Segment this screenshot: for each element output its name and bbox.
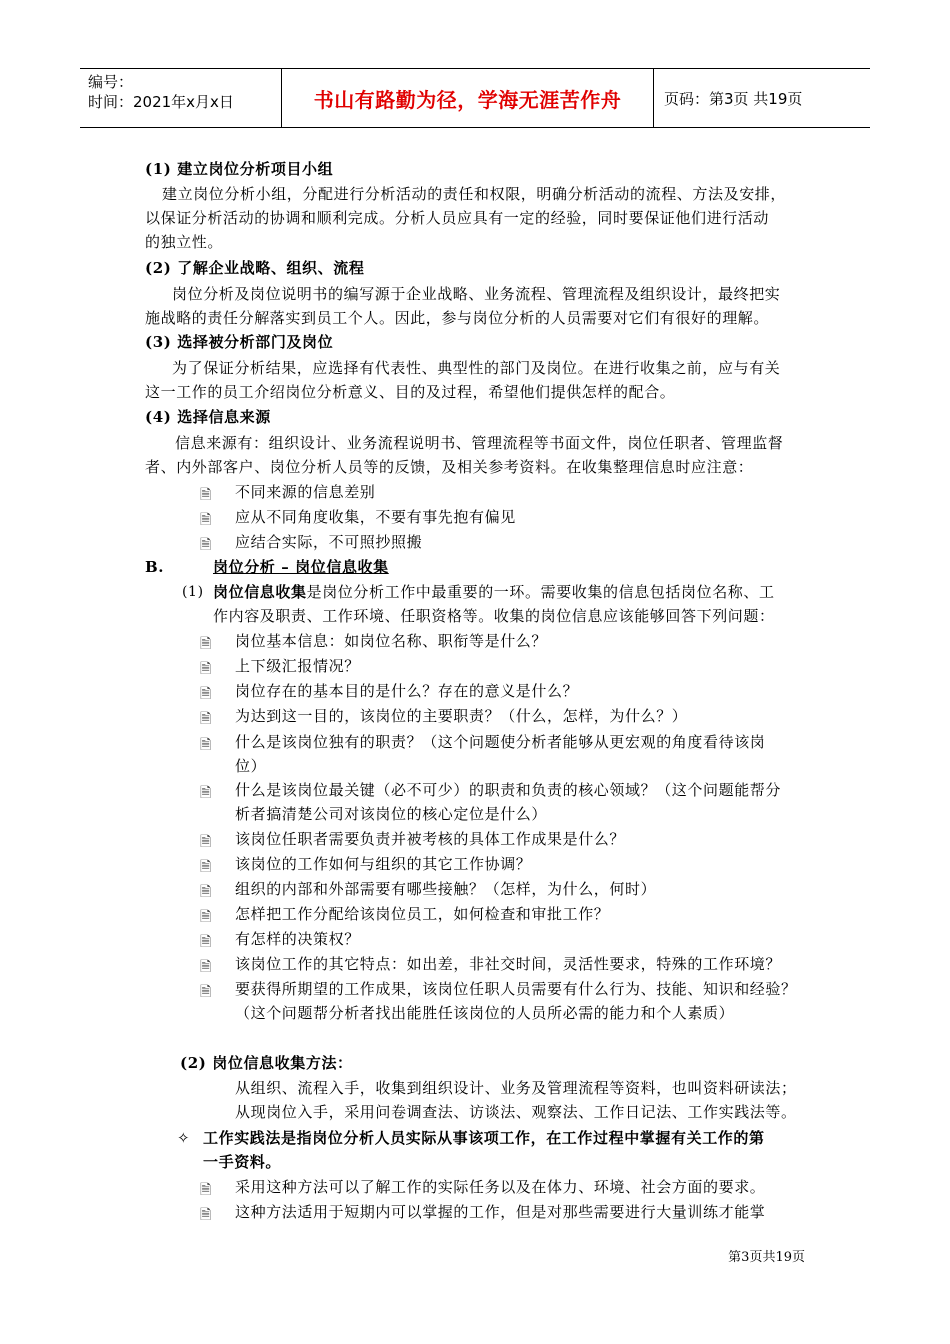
diamond-bullet-icon: ✧	[177, 1129, 191, 1147]
paragraph-line: 从现岗位入手，采用问卷调查法、访谈法、观察法、工作日记法、工作实践法等。	[235, 1103, 797, 1121]
paragraph-line: 岗位分析及岗位说明书的编写源于企业战略、业务流程、管理流程及组织设计，最终把实	[172, 285, 781, 303]
document-date-label: 时间：2021年x月x日	[88, 93, 234, 111]
bullet-item: 应结合实际，不可照抄照搬	[235, 533, 423, 551]
paragraph-line: 作内容及职责、工作环境、任职资格等。收集的岗位信息应该能够回答下列问题：	[213, 607, 775, 625]
paragraph-line: 的独立性。	[145, 233, 224, 251]
section-heading: (2) 岗位信息收集方法：	[180, 1054, 353, 1072]
question-item-continued: （这个问题帮分析者找出能胜任该岗位的人员所必需的能力和个人素质）	[235, 1004, 735, 1022]
document-bullet-icon: 🗎	[200, 661, 212, 677]
header-motto: 书山有路勤为径，学海无涯苦作舟	[282, 69, 654, 127]
document-bullet-icon: 🗎	[200, 934, 212, 950]
section-heading: (4) 选择信息来源	[145, 408, 271, 426]
paragraph-line: 施战略的责任分解落实到员工个人。因此，参与岗位分析的人员需要对它们有很好的理解。	[145, 309, 770, 327]
question-item: 组织的内部和外部需要有哪些接触？（怎样，为什么，何时）	[235, 880, 657, 898]
question-item: 该岗位的工作如何与组织的其它工作协调？	[235, 855, 532, 873]
header-meta	[80, 69, 282, 127]
question-item: 什么是该岗位最关键（必不可少）的职责和负责的核心领域？（这个问题能帮分	[235, 781, 782, 799]
document-bullet-icon: 🗎	[200, 959, 212, 975]
keyword: 岗位信息收集	[213, 583, 307, 601]
paragraph-line: 这一工作的员工介绍岗位分析意义、目的及过程，希望他们提供怎样的配合。	[145, 383, 676, 401]
document-bullet-icon: 🗎	[200, 711, 212, 727]
document-bullet-icon: 🗎	[200, 686, 212, 702]
paragraph-line: 一手资料。	[203, 1153, 282, 1171]
bullet-item: 应从不同角度收集，不要有事先抱有偏见	[235, 508, 516, 526]
section-heading: (2) 了解企业战略、组织、流程	[145, 259, 365, 277]
paragraph-line	[213, 580, 775, 604]
document-bullet-icon: 🗎	[200, 859, 212, 875]
document-bullet-icon: 🗎	[200, 1182, 212, 1198]
question-item-continued: 位）	[235, 757, 267, 775]
paragraph-line: 为了保证分析结果，应选择有代表性、典型性的部门及岗位。在进行收集之前，应与有关	[172, 359, 781, 377]
question-item: 该岗位任职者需要负责并被考核的具体工作成果是什么？	[235, 830, 626, 848]
question-item: 有怎样的决策权？	[235, 930, 360, 948]
bullet-item: 采用这种方法可以了解工作的实际任务以及在体力、环境、社会方面的要求。	[235, 1178, 766, 1196]
paragraph-line: 工作实践法是指岗位分析人员实际从事该项工作，在工作过程中掌握有关工作的第	[203, 1129, 765, 1147]
question-item: 什么是该岗位独有的职责？（这个问题使分析者能够从更宏观的角度看待该岗	[235, 733, 766, 751]
document-bullet-icon: 🗎	[200, 785, 212, 801]
section-heading: (3) 选择被分析部门及岗位	[145, 333, 334, 351]
paragraph-line: 者、内外部客户、岗位分析人员等的反馈，及相关参考资料。在收集整理信息时应注意：	[145, 458, 754, 476]
document-bullet-icon: 🗎	[200, 512, 212, 528]
question-item: 怎样把工作分配给该岗位员工，如何检查和审批工作？	[235, 905, 610, 923]
paragraph-line: 以保证分析活动的协调和顺利完成。分析人员应具有一定的经验，同时要保证他们进行活动	[145, 209, 770, 227]
document-bullet-icon: 🗎	[200, 1207, 212, 1223]
question-item: 岗位基本信息：如岗位名称、职衔等是什么？	[235, 632, 548, 650]
page-footer-number: 第3页共19页	[728, 1250, 805, 1265]
document-bullet-icon: 🗎	[200, 737, 212, 753]
document-bullet-icon: 🗎	[200, 487, 212, 503]
question-item: 为达到这一目的，该岗位的主要职责？（什么，怎样，为什么？）	[235, 707, 688, 725]
paragraph-line: 信息来源有：组织设计、业务流程说明书、管理流程等书面文件，岗位任职者、管理监督	[175, 434, 784, 452]
item-number: (1)	[182, 584, 204, 600]
bullet-item: 不同来源的信息差别	[235, 483, 376, 501]
section-title: 岗位分析 – 岗位信息收集	[213, 558, 389, 576]
question-item: 该岗位工作的其它特点：如出差，非社交时间，灵活性要求，特殊的工作环境？	[235, 955, 782, 973]
section-heading: (1) 建立岗位分析项目小组	[145, 160, 334, 178]
section-letter: B.	[145, 558, 165, 576]
document-bullet-icon: 🗎	[200, 984, 212, 1000]
document-bullet-icon: 🗎	[200, 636, 212, 652]
header-page-number: 页码：第3页 共19页	[664, 89, 803, 108]
document-bullet-icon: 🗎	[200, 537, 212, 553]
document-bullet-icon: 🗎	[200, 884, 212, 900]
question-item: 上下级汇报情况？	[235, 657, 360, 675]
bullet-item: 这种方法适用于短期内可以掌握的工作，但是对那些需要进行大量训练才能掌	[235, 1203, 766, 1221]
question-item: 岗位存在的基本目的是什么？存在的意义是什么？	[235, 682, 579, 700]
question-item: 要获得所期望的工作成果，该岗位任职人员需要有什么行为、技能、知识和经验？	[235, 980, 797, 998]
question-item-continued: 析者搞清楚公司对该岗位的核心定位是什么）	[235, 805, 548, 823]
document-bullet-icon: 🗎	[200, 909, 212, 925]
paragraph-text: 是岗位分析工作中最重要的一环。需要收集的信息包括岗位名称、工	[306, 583, 775, 601]
document-number-label: 编号：	[88, 73, 134, 91]
paragraph-line: 建立岗位分析小组，分配进行分析活动的责任和权限，明确分析活动的流程、方法及安排，	[162, 185, 787, 203]
page-header	[80, 68, 870, 128]
document-bullet-icon: 🗎	[200, 834, 212, 850]
paragraph-line: 从组织、流程入手，收集到组织设计、业务及管理流程等资料，也叫资料研读法；	[235, 1079, 797, 1097]
